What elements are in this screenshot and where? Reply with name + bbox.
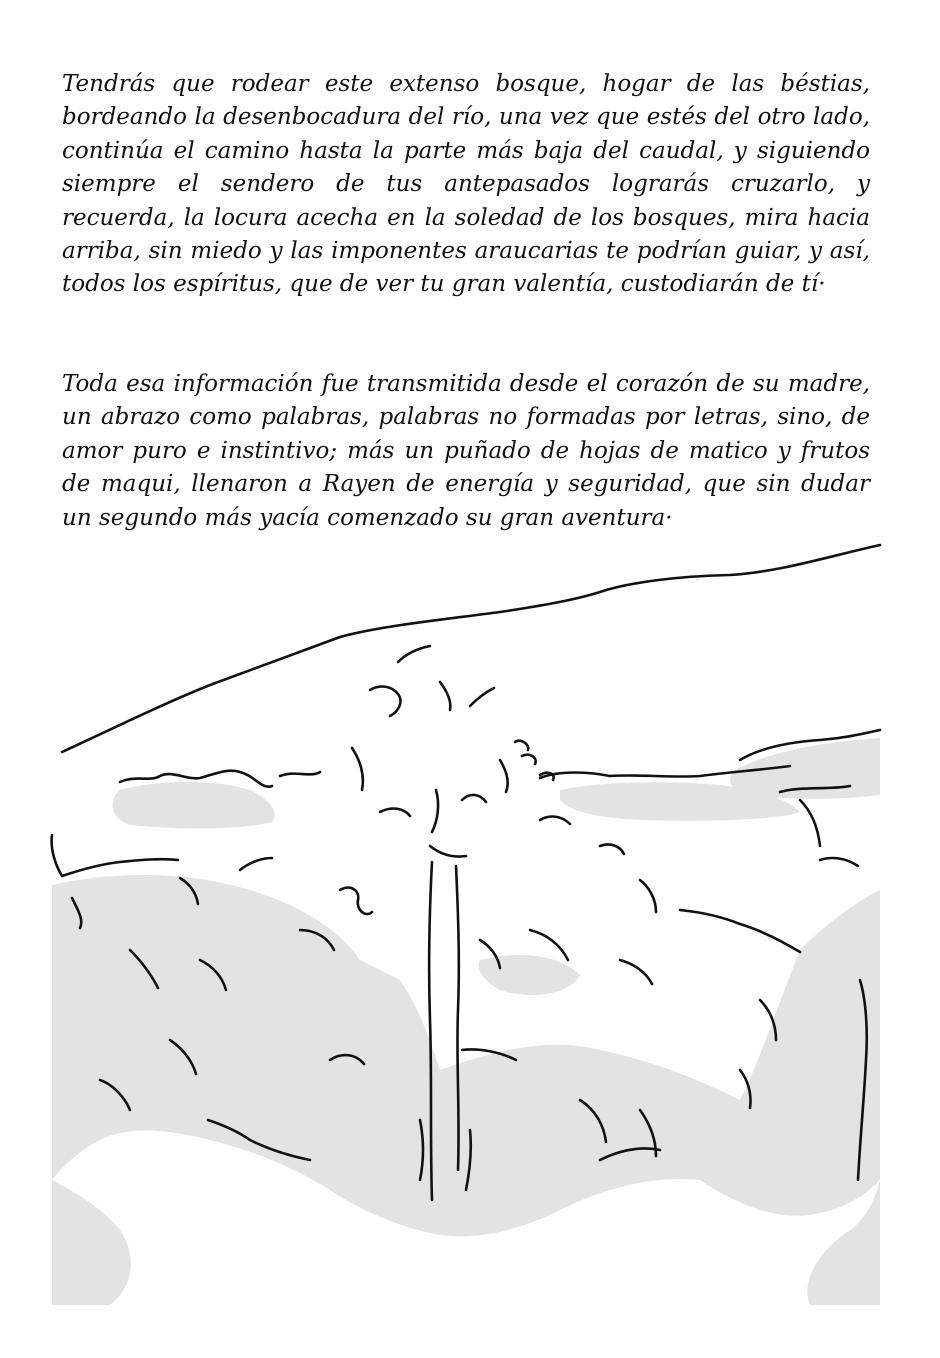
paragraph-story-narration: Toda esa información fue transmitida desde el corazón de su madre, un abrazo como palabras, palabras no formadas por letras, sino, de amor puro e instintivo; más un puñado de hojas de matico y frutos de maqui, llenaron a Rayen de energía y seguridad, que sin dudar un segundo más yacía comenzado su gran aventura· [62,371,870,531]
paragraph-mother-instructions: Tendrás que rodear este extenso bosque, hogar de las béstias, bordeando la desenbocadura del río, una vez que estés del otro lado, continúa el camino hasta la parte más baja del caudal, y siguiendo siempre el sendero de tus antepasados lograrás cruzarlo, y recuerda, la locura acecha en la soledad de los bosques, mira hacia arriba, sin miedo y las imponentes araucarias te podrían guiar, y así, todos los espíritus, que de ver tu gran valentía, custodiarán de tí· [62,71,870,298]
forest-sketch-icon [0,530,940,1358]
forest-shading [52,738,880,1305]
